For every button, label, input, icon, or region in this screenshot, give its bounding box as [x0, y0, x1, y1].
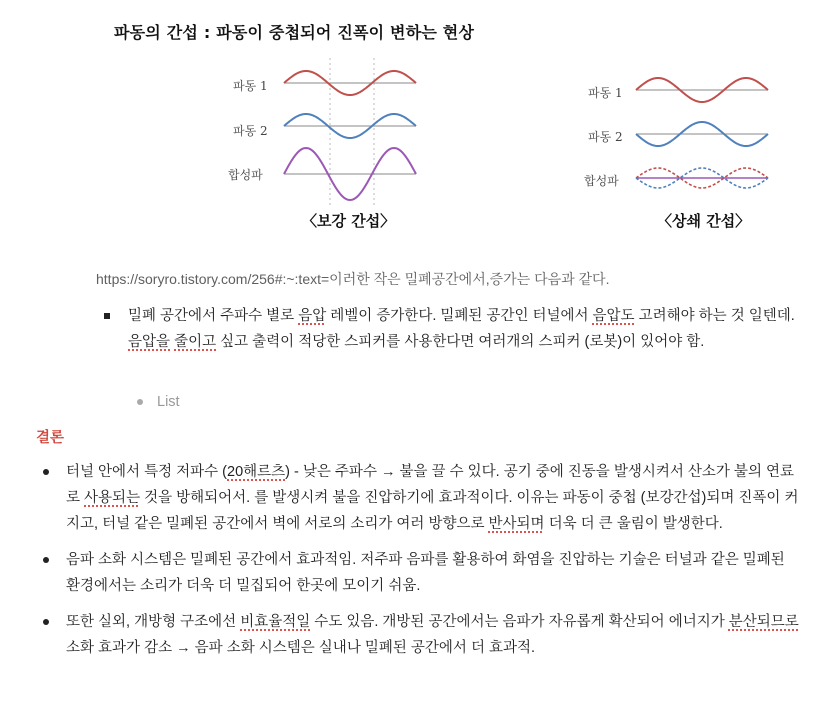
- text-run: 소화 효과가 감소 → 음파 소화 시스템은 실내나 밀폐된 공간에서 더 효과적.: [66, 640, 536, 656]
- sub-list-placeholder-item[interactable]: List: [137, 391, 180, 413]
- text-run: 음파 소화 시스템은 밀폐된 공간에서 효과적임. 저주파 음파를 활용하여 화염을 진압하는 기술은 터널과 같은 밀폐된 환경에서는 소리가 더욱 더 밀집되어 한곳에 모이기 쉬움.: [66, 552, 785, 594]
- wave-interference-figure: [0, 0, 822, 250]
- left-wave2-label: 파동 2: [233, 124, 268, 138]
- placeholder-sub-list: [137, 391, 180, 413]
- spellcheck-word: 사용되는: [84, 490, 141, 506]
- figure-title: 파동의 간섭 : 파동이 중첩되어 진폭이 변하는 현상: [114, 23, 475, 42]
- spellcheck-word: 비효율적일: [240, 614, 311, 630]
- text-run: 수도 있음. 개방된 공간에서는 음파가 자유롭게 확산되어 에너지가: [310, 614, 729, 630]
- note-item: [104, 303, 804, 355]
- spellcheck-word: 음압도: [592, 308, 635, 324]
- conclusion-list: [40, 459, 800, 671]
- left-caption: 〈보강 간섭〉: [302, 212, 396, 230]
- spellcheck-word: 줄이고: [174, 334, 217, 350]
- text-run: 레벨이 증가한다. 밀폐된 공간인 터널에서: [326, 308, 593, 324]
- text-run: 터널 안에서 특정 저파수 (: [66, 464, 228, 480]
- text-run: 고려해야 하는 것 일텐데.: [634, 308, 795, 324]
- source-url-text: https://soryro.tistory.com/256#:~:text=이러한 작은 밀폐공간에서,증가는 다음과 같다.: [96, 271, 610, 287]
- right-wave1-label: 파동 1: [588, 86, 623, 100]
- note-list: [104, 303, 804, 355]
- spellcheck-word: 음압: [298, 308, 327, 324]
- text-run: 더욱 더 큰 울림이 발생한다.: [544, 516, 723, 532]
- text-run: 것을 방해되어서. 를 발생시켜 불을 진압하기에 효과적이다. 이유는 파동이 중첩 (보강간섭)되며 진폭이 커지고, 터널 같은 밀폐된 공간에서 벽에 서로의 소리가 여러 방향으로: [66, 490, 799, 532]
- destructive-interference-diagram: [632, 62, 772, 202]
- left-wave1-label: 파동 1: [233, 79, 268, 93]
- right-caption: 〈상쇄 간섭〉: [657, 212, 751, 230]
- spellcheck-word: 분산되므로: [728, 614, 799, 630]
- text-run: ) - 낮은 주파수 → 불을 끌 수 있다. 공기 중에 진동을 발생시켜서 산소가 불의 연료로: [66, 464, 794, 506]
- spellcheck-word: 20해르츠: [227, 464, 286, 480]
- left-result-label: 합성파: [228, 168, 263, 182]
- text-run: 또한 실외, 개방형 구조에선: [66, 614, 241, 630]
- constructive-interference-diagram: [280, 58, 420, 208]
- spellcheck-word: 반사되며: [488, 516, 545, 532]
- right-wave2-label: 파동 2: [588, 130, 623, 144]
- spellcheck-word: 음압을: [128, 334, 171, 350]
- conclusion-heading: 결론: [36, 430, 65, 446]
- text-run: 밀폐 공간에서 주파수 별로: [128, 308, 299, 324]
- conclusion-item: [40, 609, 800, 661]
- conclusion-item: [40, 547, 800, 599]
- conclusion-item: [40, 459, 800, 537]
- text-run: 싶고 출력이 적당한 스피커를 사용한다면 여러개의 스피커 (로봇)이 있어야 함.: [216, 334, 705, 350]
- right-result-label: 합성파: [584, 174, 619, 188]
